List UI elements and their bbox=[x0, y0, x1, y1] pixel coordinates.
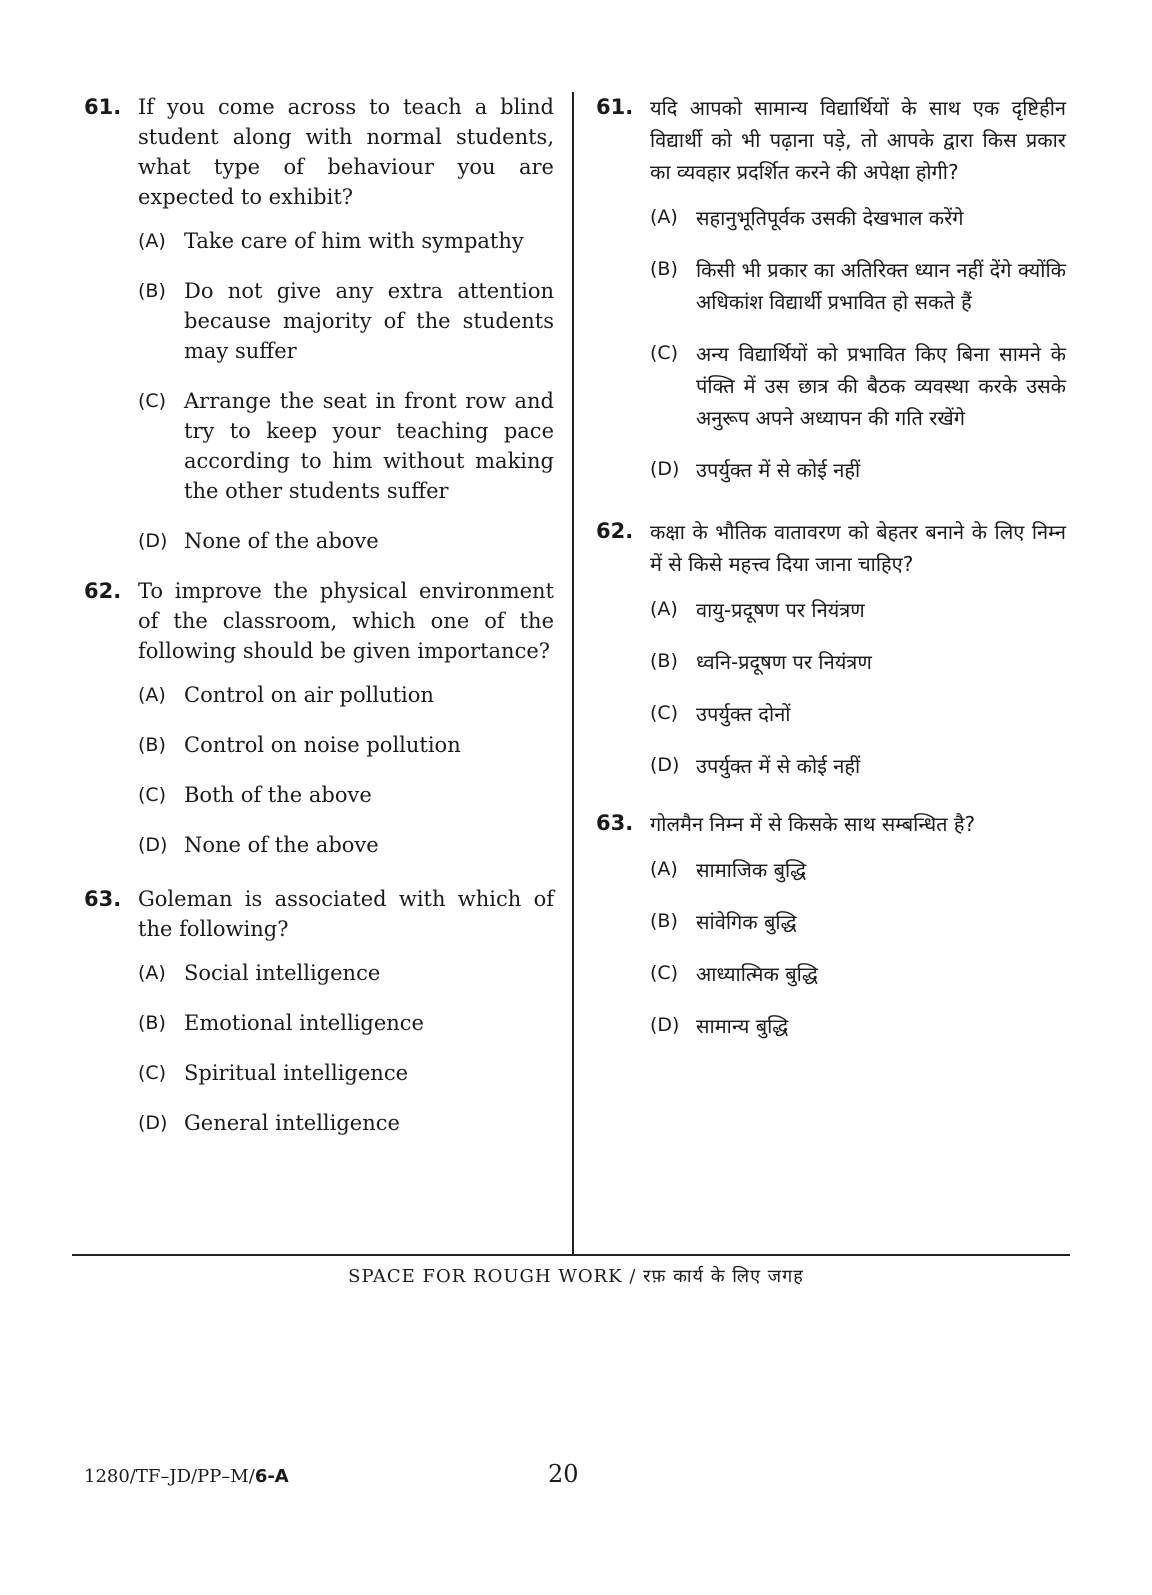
option-label: (D) bbox=[138, 1112, 168, 1134]
option-b bbox=[138, 276, 554, 366]
option-a bbox=[138, 680, 554, 710]
question-61-hindi bbox=[596, 92, 1066, 486]
column-divider bbox=[572, 92, 574, 1254]
options-list bbox=[650, 202, 1066, 486]
paper-code-set: 6-A bbox=[254, 1466, 289, 1487]
option-text: सामाजिक बुद्धि bbox=[696, 858, 807, 882]
option-label: (B) bbox=[138, 1012, 166, 1034]
option-text: General intelligence bbox=[184, 1111, 400, 1135]
options-list bbox=[138, 958, 554, 1138]
option-label: (C) bbox=[138, 1062, 167, 1084]
bottom-rule bbox=[72, 1254, 1070, 1256]
option-text: Control on noise pollution bbox=[184, 733, 461, 757]
option-text: Arrange the seat in front row and try to keep your teaching pace according to him without making the other students suffer bbox=[184, 389, 554, 503]
option-b bbox=[650, 906, 1066, 938]
option-label: (C) bbox=[650, 342, 679, 364]
option-d bbox=[650, 750, 1066, 782]
question-62-hindi bbox=[596, 516, 1066, 782]
option-d bbox=[138, 526, 554, 556]
hindi-column bbox=[596, 92, 1066, 1062]
option-label: (A) bbox=[650, 206, 678, 228]
question-text: To improve the physical environment of the classroom, which one of the following should be given importance? bbox=[138, 579, 554, 663]
option-d bbox=[650, 1010, 1066, 1042]
option-d bbox=[138, 1108, 554, 1138]
option-a bbox=[650, 854, 1066, 886]
option-c bbox=[650, 698, 1066, 730]
option-label: (D) bbox=[650, 458, 680, 480]
question-63-english bbox=[84, 884, 554, 1138]
option-label: (A) bbox=[138, 962, 166, 984]
question-number: 62. bbox=[596, 519, 634, 543]
option-text: सामान्य बुद्धि bbox=[696, 1014, 789, 1038]
option-text: वायु-प्रदूषण पर नियंत्रण bbox=[696, 598, 865, 622]
option-text: None of the above bbox=[184, 833, 379, 857]
option-text: किसी भी प्रकार का अतिरिक्त ध्यान नहीं देंगे क्योंकि अधिकांश विद्यार्थी प्रभावित हो सकते हैं bbox=[696, 258, 1066, 314]
option-label: (D) bbox=[650, 1014, 680, 1036]
option-text: Social intelligence bbox=[184, 961, 381, 985]
option-label: (B) bbox=[138, 734, 166, 756]
page-number: 20 bbox=[548, 1460, 579, 1488]
option-b bbox=[138, 1008, 554, 1038]
option-label: (A) bbox=[650, 598, 678, 620]
option-text: सांवेगिक बुद्धि bbox=[696, 910, 797, 934]
option-text: उपर्युक्त दोनों bbox=[696, 702, 791, 726]
option-a bbox=[138, 226, 554, 256]
option-c bbox=[138, 1058, 554, 1088]
option-text: Take care of him with sympathy bbox=[184, 229, 524, 253]
option-c bbox=[138, 386, 554, 506]
option-label: (A) bbox=[138, 684, 166, 706]
option-label: (C) bbox=[650, 702, 679, 724]
option-text: उपर्युक्त में से कोई नहीं bbox=[696, 458, 861, 482]
option-text: None of the above bbox=[184, 529, 379, 553]
option-label: (D) bbox=[138, 834, 168, 856]
question-number: 63. bbox=[84, 887, 122, 911]
question-number: 61. bbox=[596, 95, 634, 119]
option-text: उपर्युक्त में से कोई नहीं bbox=[696, 754, 861, 778]
option-label: (B) bbox=[650, 650, 678, 672]
option-label: (D) bbox=[650, 754, 680, 776]
question-61-english bbox=[84, 92, 554, 556]
option-c bbox=[138, 780, 554, 810]
option-label: (A) bbox=[650, 858, 678, 880]
options-list bbox=[650, 854, 1066, 1042]
option-label: (C) bbox=[138, 784, 167, 806]
question-number: 62. bbox=[84, 579, 122, 603]
option-text: आध्यात्मिक बुद्धि bbox=[696, 962, 818, 986]
option-a bbox=[650, 594, 1066, 626]
question-number: 63. bbox=[596, 811, 634, 835]
options-list bbox=[138, 680, 554, 860]
rough-work-label: SPACE FOR ROUGH WORK / रफ़ कार्य के लिए जगह bbox=[348, 1266, 804, 1287]
option-label: (A) bbox=[138, 230, 166, 252]
question-text: Goleman is associated with which of the following? bbox=[138, 887, 554, 941]
option-a bbox=[138, 958, 554, 988]
option-label: (C) bbox=[650, 962, 679, 984]
option-b bbox=[650, 254, 1066, 318]
question-text: गोलमैन निम्न में से किसके साथ सम्बन्धित है? bbox=[650, 812, 976, 836]
option-text: Control on air pollution bbox=[184, 683, 434, 707]
paper-code-prefix: 1280/TF–JD/PP–M/ bbox=[84, 1466, 255, 1487]
option-c bbox=[650, 338, 1066, 434]
question-number: 61. bbox=[84, 95, 122, 119]
question-text: कक्षा के भौतिक वातावरण को बेहतर बनाने के लिए निम्न में से किसे महत्त्व दिया जाना चाहिए? bbox=[650, 520, 1066, 576]
option-label: (B) bbox=[650, 258, 678, 280]
option-c bbox=[650, 958, 1066, 990]
option-b bbox=[138, 730, 554, 760]
option-label: (B) bbox=[138, 280, 166, 302]
question-text: यदि आपको सामान्य विद्यार्थियों के साथ एक दृष्टिहीन विद्यार्थी को भी पढ़ाना पड़े, तो आपके द्वारा किस प्रकार का व्यवहार प्रदर्शित करने की अपेक्षा होगी? bbox=[650, 96, 1066, 184]
options-list bbox=[138, 226, 554, 556]
option-text: Both of the above bbox=[184, 783, 372, 807]
option-text: Emotional intelligence bbox=[184, 1011, 424, 1035]
option-text: Do not give any extra attention because majority of the students may suffer bbox=[184, 279, 554, 363]
option-text: Spiritual intelligence bbox=[184, 1061, 409, 1085]
paper-code bbox=[84, 1466, 289, 1487]
option-text: ध्वनि-प्रदूषण पर नियंत्रण bbox=[696, 650, 872, 674]
option-a bbox=[650, 202, 1066, 234]
option-b bbox=[650, 646, 1066, 678]
option-d bbox=[138, 830, 554, 860]
options-list bbox=[650, 594, 1066, 782]
option-text: अन्य विद्यार्थियों को प्रभावित किए बिना सामने के पंक्ति में उस छात्र की बैठक व्यवस्था करके उसके अनुरूप अपने अध्यापन की गति रखेंगे bbox=[696, 342, 1066, 430]
option-text: सहानुभूतिपूर्वक उसकी देखभाल करेंगे bbox=[696, 206, 964, 230]
question-text: If you come across to teach a blind student along with normal students, what type of behaviour you are expected to exhibit? bbox=[138, 95, 554, 209]
option-label: (C) bbox=[138, 390, 167, 412]
option-label: (D) bbox=[138, 530, 168, 552]
option-label: (B) bbox=[650, 910, 678, 932]
option-d bbox=[650, 454, 1066, 486]
question-62-english bbox=[84, 576, 554, 860]
english-column bbox=[84, 92, 554, 1158]
question-63-hindi bbox=[596, 808, 1066, 1042]
